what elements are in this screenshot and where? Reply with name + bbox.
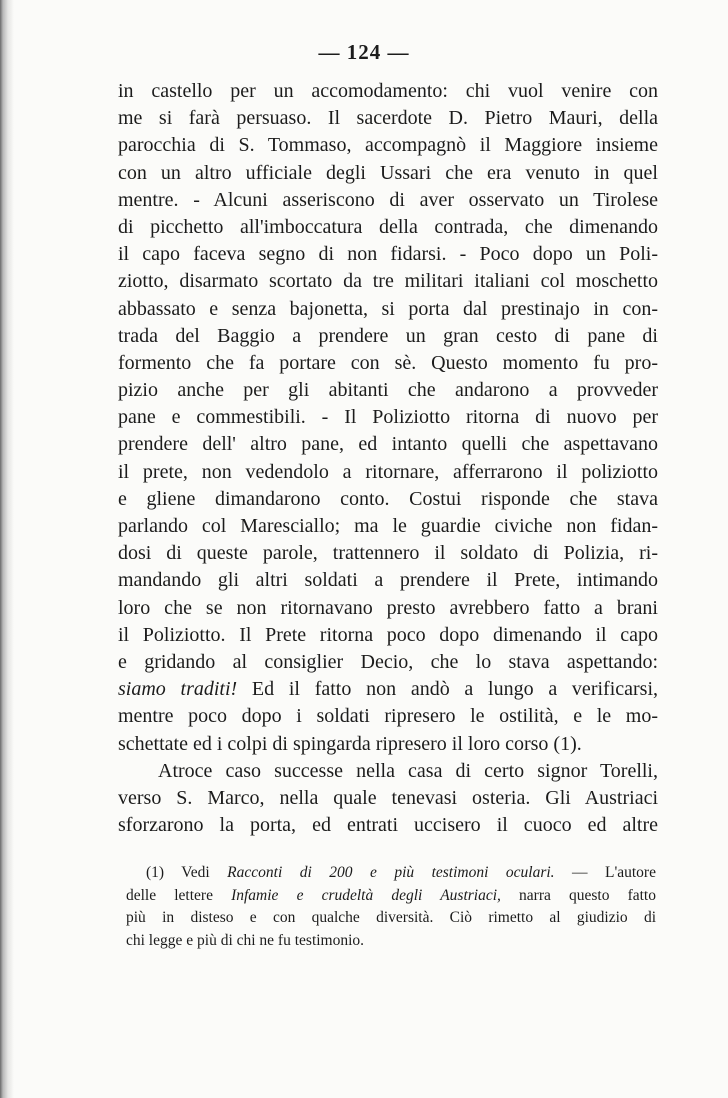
body-line: il capo faceva segno di non fidarsi. - Poco dopo un Poli- bbox=[118, 243, 658, 266]
footnote-line bbox=[126, 885, 656, 908]
body-line-rest: Ed il fatto non andò a lungo a verificarsi, bbox=[237, 678, 659, 701]
footnote bbox=[126, 862, 656, 952]
body-line bbox=[118, 676, 658, 703]
body-line: dosi di queste parole, trattennero il soldato di Polizia, ri- bbox=[118, 542, 658, 565]
footnote-text: narra questo fatto bbox=[500, 886, 656, 904]
body-line: verso S. Marco, nella quale tenevasi osteria. Gli Austriaci bbox=[118, 786, 658, 809]
body-line: e gridando al consiglier Decio, che lo stava aspettando: bbox=[118, 650, 658, 673]
body-line: pizio anche per gli abitanti che andarono a provveder bbox=[118, 379, 658, 402]
body-line: e gliene dimandarono conto. Costui risponde che stava bbox=[118, 487, 658, 510]
body-line: formento che fa portare con sè. Questo momento fu pro- bbox=[118, 351, 658, 374]
body-line: di picchetto all'imboccatura della contrada, che dimenando bbox=[118, 215, 658, 238]
body-line: abbassato e senza bajonetta, si porta dal prestinajo in con- bbox=[118, 297, 658, 320]
italic-phrase: siamo traditi! bbox=[118, 678, 238, 701]
page-number: — 124 — bbox=[318, 40, 410, 64]
footnote-text: — L'autore bbox=[554, 864, 656, 881]
body-line: il Poliziotto. Il Prete ritorna poco dopo dimenando il capo bbox=[118, 623, 658, 646]
body-line: pane e commestibili. - Il Poliziotto ritorna di nuovo per bbox=[118, 406, 658, 429]
body-line: il prete, non vedendolo a ritornare, afferrarono il poliziotto bbox=[118, 460, 658, 483]
footnote-italic-title: Racconti di 200 e più testimoni oculari. bbox=[227, 864, 555, 881]
body-line: parlando col Maresciallo; ma le guardie civiche non fidan- bbox=[118, 515, 658, 537]
body-text bbox=[118, 78, 658, 839]
body-line: parocchia di S. Tommaso, accompagnò il Maggiore insieme bbox=[118, 134, 658, 157]
body-line: in castello per un accomodamento: chi vuol venire con bbox=[118, 80, 658, 102]
body-line: schettate ed i colpi di spingarda ripresero il loro corso (1). bbox=[118, 732, 582, 755]
body-line: me si farà persuaso. Il sacerdote D. Pietro Mauri, della bbox=[118, 107, 658, 130]
body-line: con un altro ufficiale degli Ussari che era venuto in quel bbox=[118, 161, 658, 184]
body-line: Atroce caso successe nella casa di certo signor Torelli, bbox=[158, 759, 658, 782]
body-line: ziotto, disarmato scortato da tre militari italiani col moschetto bbox=[118, 270, 658, 293]
body-line: mandando gli altri soldati a prendere il Prete, intimando bbox=[118, 569, 658, 592]
footnote-line bbox=[126, 862, 656, 885]
body-line: sforzarono la porta, ed entrati uccisero il cuoco ed altre bbox=[118, 814, 658, 837]
footnote-text: delle lettere bbox=[126, 886, 232, 904]
page-binding-edge bbox=[0, 0, 14, 1098]
body-line: prendere dell' altro pane, ed intanto quelli che aspettavano bbox=[118, 433, 658, 456]
body-line: trada del Baggio a prendere un gran cesto di pane di bbox=[118, 324, 658, 347]
footnote-line: chi legge e più di chi ne fu testimonio. bbox=[126, 931, 365, 949]
footnote-text: (1) Vedi bbox=[146, 864, 228, 881]
body-line: mentre. - Alcuni asseriscono di aver osservato un Tirolese bbox=[118, 188, 658, 211]
body-line: mentre poco dopo i soldati ripresero le ostilità, e le mo- bbox=[118, 705, 658, 728]
footnote-line: più in disteso e con qualche diversità. Ciò rimetto al giudizio di bbox=[126, 909, 656, 926]
footnote-italic-title: Infamie e crudeltà degli Austriaci, bbox=[231, 886, 501, 904]
body-line: loro che se non ritornavano presto avrebbero fatto a brani bbox=[118, 596, 658, 619]
